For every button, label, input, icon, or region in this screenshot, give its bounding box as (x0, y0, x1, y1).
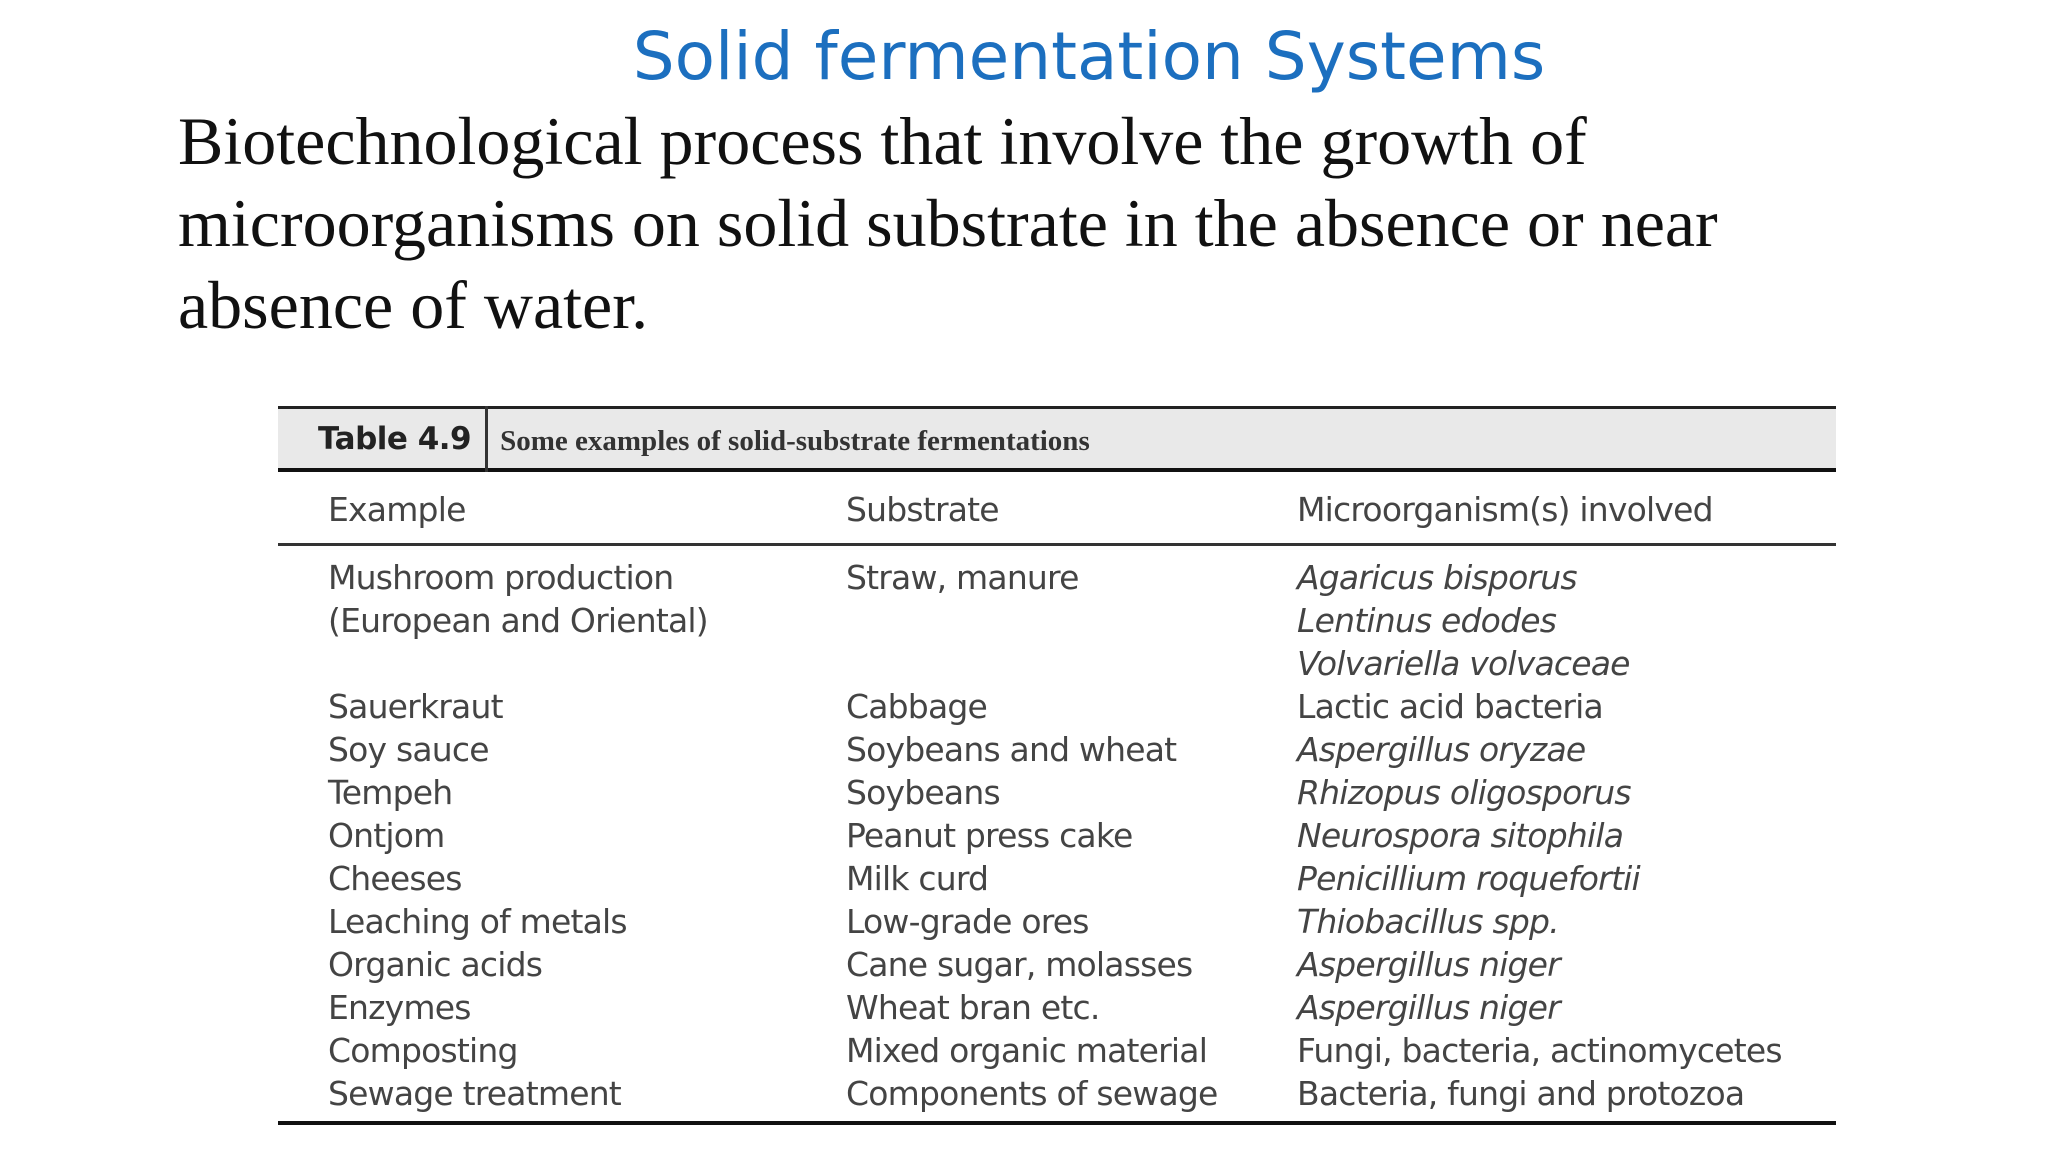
substrate-cell (793, 1072, 1273, 1115)
substrate-cell (793, 1029, 1273, 1072)
substrate-cell-line: Components of sewage (846, 1074, 1218, 1113)
substrate-cell-line: Soybeans (846, 773, 1000, 812)
table-caption-text: Some examples of solid-substrate fermentations (500, 425, 1090, 457)
example-cell-line: Enzymes (328, 988, 471, 1027)
table-body (278, 546, 1836, 1125)
example-cell (278, 1029, 793, 1072)
table-label: Table 4.9 (278, 406, 488, 472)
microorganism-cell (1273, 728, 1836, 771)
microorganism-cell-line: Neurospora sitophila (1297, 816, 1624, 855)
substrate-cell (793, 943, 1273, 986)
substrate-cell (793, 986, 1273, 1029)
example-cell-line: Soy sauce (328, 730, 489, 769)
table-row (278, 685, 1836, 728)
example-cell (278, 685, 793, 728)
table-row (278, 728, 1836, 771)
fermentation-table (278, 406, 1836, 1125)
microorganism-cell-line: Aspergillus niger (1297, 945, 1560, 984)
example-cell-line: Composting (328, 1031, 518, 1070)
microorganism-cell-line: Fungi, bacteria, actinomycetes (1297, 1031, 1782, 1070)
table-caption (278, 406, 1836, 472)
table-row (278, 1072, 1836, 1115)
microorganism-cell-line: Lactic acid bacteria (1297, 687, 1603, 726)
table-row (278, 556, 1836, 685)
microorganism-cell-line: Volvariella volvaceae (1297, 644, 1630, 683)
substrate-cell-line: Milk curd (846, 859, 989, 898)
substrate-cell (793, 900, 1273, 943)
microorganism-cell-line: Bacteria, fungi and protozoa (1297, 1074, 1745, 1113)
microorganism-cell-line: Rhizopus oligosporus (1297, 773, 1631, 812)
table-row (278, 857, 1836, 900)
substrate-cell-line: Peanut press cake (846, 816, 1133, 855)
example-cell (278, 556, 793, 685)
microorganism-cell (1273, 900, 1836, 943)
microorganism-cell (1273, 814, 1836, 857)
table-row (278, 986, 1836, 1029)
table-row (278, 771, 1836, 814)
example-cell-line: Leaching of metals (328, 902, 627, 941)
microorganism-cell (1273, 1072, 1836, 1115)
example-cell (278, 943, 793, 986)
microorganism-cell (1273, 857, 1836, 900)
example-cell-line: Tempeh (328, 773, 453, 812)
microorganism-cell-line: Aspergillus niger (1297, 988, 1560, 1027)
substrate-cell-line: Low-grade ores (846, 902, 1089, 941)
substrate-cell-line: Soybeans and wheat (846, 730, 1177, 769)
microorganism-cell (1273, 943, 1836, 986)
example-cell (278, 900, 793, 943)
substrate-cell (793, 556, 1273, 685)
substrate-cell (793, 728, 1273, 771)
microorganism-cell-line: Aspergillus oryzae (1297, 730, 1586, 769)
header-microorganisms: Microorganism(s) involved (1297, 490, 1713, 529)
example-cell-line: Ontjom (328, 816, 445, 855)
example-cell (278, 814, 793, 857)
example-cell (278, 1072, 793, 1115)
microorganism-cell (1273, 556, 1836, 685)
table-row (278, 900, 1836, 943)
example-cell (278, 728, 793, 771)
header-example: Example (328, 490, 466, 529)
microorganism-cell (1273, 685, 1836, 728)
microorganism-cell-line: Lentinus edodes (1297, 601, 1557, 640)
table-row (278, 1029, 1836, 1072)
substrate-cell (793, 685, 1273, 728)
example-cell-line: (European and Oriental) (328, 601, 708, 640)
example-cell-line: Sewage treatment (328, 1074, 621, 1113)
microorganism-cell-line: Thiobacillus spp. (1297, 902, 1559, 941)
example-cell-line: Cheeses (328, 859, 462, 898)
substrate-cell-line: Cabbage (846, 687, 988, 726)
slide-title: Solid fermentation Systems (632, 18, 1546, 95)
example-cell-line: Sauerkraut (328, 687, 503, 726)
microorganism-cell-line: Penicillium roquefortii (1297, 859, 1640, 898)
microorganism-cell-line: Agaricus bisporus (1297, 558, 1577, 597)
substrate-cell-line: Cane sugar, molasses (846, 945, 1193, 984)
example-cell-line: Organic acids (328, 945, 543, 984)
example-cell (278, 986, 793, 1029)
example-cell (278, 771, 793, 814)
slide-body-text: Biotechnological process that involve the growth of microorganisms on solid substrate in the absence or near absence of water. (178, 103, 1718, 343)
table-header-row (278, 476, 1836, 546)
substrate-cell (793, 857, 1273, 900)
microorganism-cell (1273, 986, 1836, 1029)
header-substrate: Substrate (846, 490, 999, 529)
microorganism-cell (1273, 1029, 1836, 1072)
substrate-cell-line: Wheat bran etc. (846, 988, 1100, 1027)
substrate-cell-line: Mixed organic material (846, 1031, 1208, 1070)
table-row (278, 943, 1836, 986)
substrate-cell (793, 814, 1273, 857)
microorganism-cell (1273, 771, 1836, 814)
substrate-cell (793, 771, 1273, 814)
table-row (278, 814, 1836, 857)
example-cell (278, 857, 793, 900)
substrate-cell-line: Straw, manure (846, 558, 1079, 597)
example-cell-line: Mushroom production (328, 558, 674, 597)
